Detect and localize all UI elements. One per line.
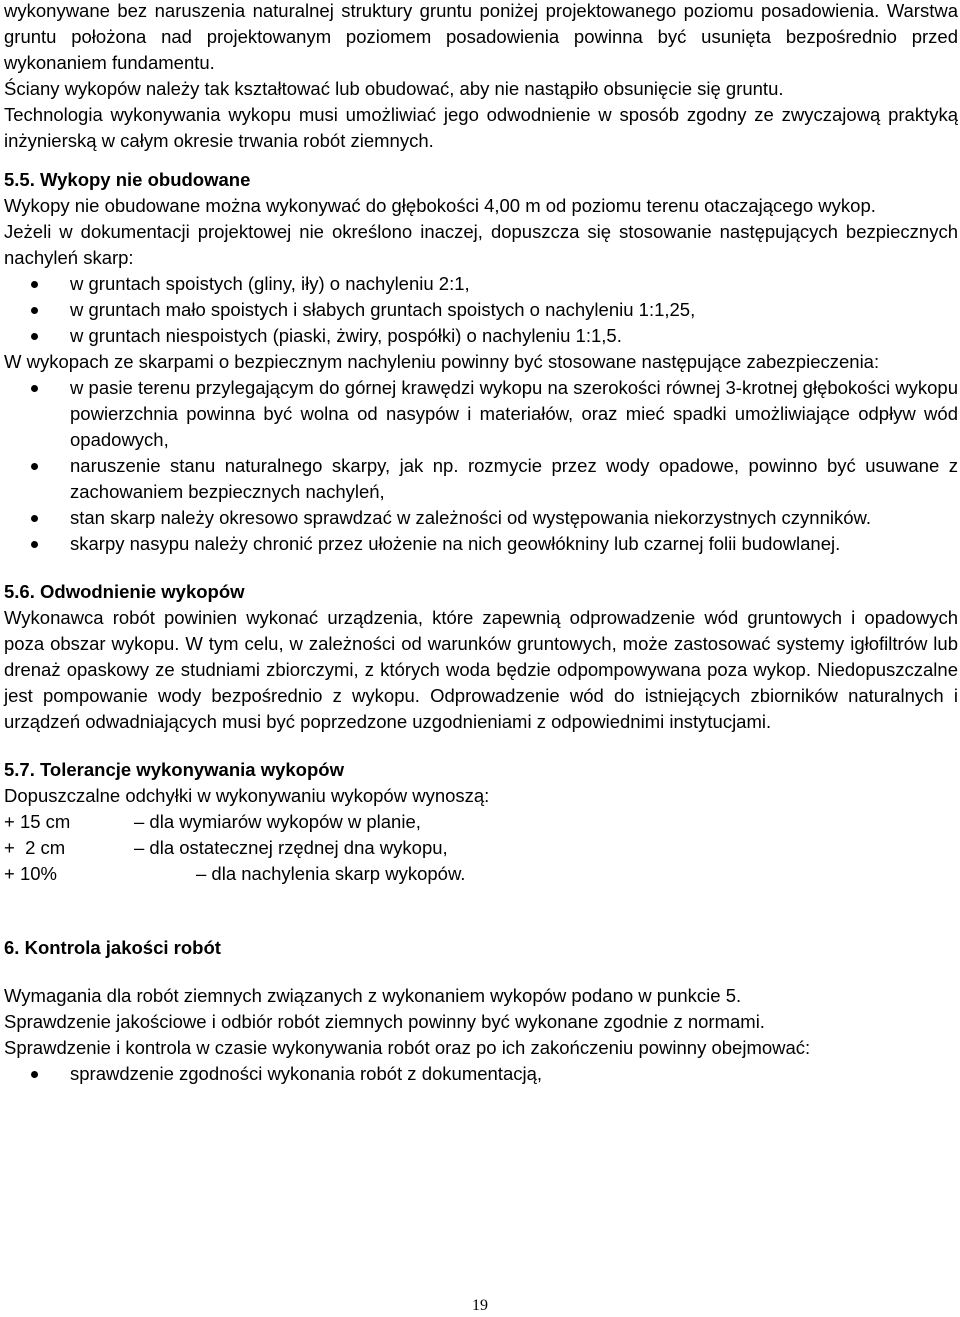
tolerance-description: – dla ostatecznej rzędnej dna wykopu, xyxy=(134,837,448,858)
document-page xyxy=(4,0,958,1087)
bullet-icon xyxy=(31,463,38,470)
section-title: Odwodnienie wykopów xyxy=(40,581,245,602)
tolerance-row xyxy=(4,809,958,835)
spacer xyxy=(4,557,958,579)
intro-paragraph-2: Ściany wykopów należy tak kształtować lub obudować, aby nie nastąpiło obsunięcie się gruntu. xyxy=(4,78,784,99)
section-heading-5-7 xyxy=(4,757,958,783)
section-5-7-lead: Dopuszczalne odchyłki w wykonywaniu wykopów wynoszą: xyxy=(4,785,490,806)
list-item: sprawdzenie zgodności wykonania robót z dokumentacją, xyxy=(4,1061,958,1087)
spacer xyxy=(4,961,958,983)
section-heading-6 xyxy=(4,935,958,961)
section-5-5-paragraph-2: Jeżeli w dokumentacji projektowej nie określono inaczej, dopuszcza się stosowanie następujących bezpiecznych nachyleń skarp: xyxy=(4,221,958,268)
intro-paragraph-1: wykonywane bez naruszenia naturalnej struktury gruntu poniżej projektowanego poziomu posadowienia. Warstwa gruntu położona nad projektowanym poziomem posadowienia powinna być usunięta bezpośrednio przed wykonaniem fundamentu. xyxy=(4,0,958,73)
list-item: w gruntach niespoistych (piaski, żwiry, pospółki) o nachyleniu 1:1,5. xyxy=(4,323,958,349)
bullet-icon xyxy=(31,1071,38,1078)
section-number: 6. xyxy=(4,937,20,958)
slope-list xyxy=(4,271,958,349)
section-number: 5.7. xyxy=(4,759,35,780)
section-title: Tolerancje wykonywania wykopów xyxy=(40,759,344,780)
list-item: w gruntach spoistych (gliny, iły) o nachyleniu 2:1, xyxy=(4,271,958,297)
safeguard-list xyxy=(4,375,958,557)
bullet-icon xyxy=(31,515,38,522)
section-5-6-paragraph: Wykonawca robót powinien wykonać urządzenia, które zapewnią odprowadzenie wód gruntowych i opadowych poza obszar wykopu. W tym celu, w zależności od warunków gruntowych, może zastosować systemy igłofiltrów lub drenaż opaskowy ze studniami zbiorczymi, z których woda będzie odpompowywana poza wykop. Niedopuszczalne jest pompowanie wody bezpośrednio z wykopu. Odprowadzenie wód do istniejących zbiorników naturalnych i urządzeń odwadniających musi być poprzedzone uzgodnieniami z odpowiednimi instytucjami. xyxy=(4,607,958,732)
tolerance-value: + 2 cm xyxy=(4,837,66,858)
section-5-5-paragraph-1: Wykopy nie obudowane można wykonywać do głębokości 4,00 m od poziomu terenu otaczającego wykop. xyxy=(4,195,876,216)
section-number: 5.6. xyxy=(4,581,35,602)
tolerance-row xyxy=(4,835,958,861)
bullet-icon xyxy=(31,541,38,548)
section-title: Wykopy nie obudowane xyxy=(40,169,251,190)
tolerance-description: – dla wymiarów wykopów w planie, xyxy=(134,811,421,832)
bullet-icon xyxy=(31,333,38,340)
page-number: 19 xyxy=(472,1297,488,1314)
spacer xyxy=(4,887,958,935)
list-item: stan skarp należy okresowo sprawdzać w zależności od występowania niekorzystnych czynników. xyxy=(4,505,958,531)
bullet-icon xyxy=(31,385,38,392)
list-item: w pasie terenu przylegającym do górnej krawędzi wykopu na szerokości równej 3-krotnej głębokości wykopu powierzchnia powinna być wolna od nasypów i materiałów, oraz mieć spadki umożliwiające odpływ wód opadowych, xyxy=(4,375,958,453)
section-heading-5-5 xyxy=(4,167,958,193)
section-5-5-paragraph-3: W wykopach ze skarpami o bezpiecznym nachyleniu powinny być stosowane następujące zabezpieczenia: xyxy=(4,351,880,372)
tolerance-value: + 10% xyxy=(4,863,57,884)
bullet-icon xyxy=(31,281,38,288)
list-item: skarpy nasypu należy chronić przez ułożenie na nich geowłókniny lub czarnej folii budowlanej. xyxy=(4,531,958,557)
section-title: Kontrola jakości robót xyxy=(24,937,221,958)
tolerance-row xyxy=(4,861,958,887)
tolerance-value: + 15 cm xyxy=(4,811,71,832)
spacer xyxy=(4,154,958,167)
list-item: w gruntach mało spoistych i słabych gruntach spoistych o nachyleniu 1:1,25, xyxy=(4,297,958,323)
tolerance-description: – dla nachylenia skarp wykopów. xyxy=(196,863,466,884)
bullet-icon xyxy=(31,307,38,314)
list-item: naruszenie stanu naturalnego skarpy, jak np. rozmycie przez wody opadowe, powinno być usuwane z zachowaniem bezpiecznych nachyleń, xyxy=(4,453,958,505)
section-number: 5.5. xyxy=(4,169,35,190)
section-6-paragraph-2: Sprawdzenie jakościowe i odbiór robót ziemnych powinny być wykonane zgodnie z normami. xyxy=(4,1011,765,1032)
section-6-paragraph-3: Sprawdzenie i kontrola w czasie wykonywania robót oraz po ich zakończeniu powinny obejmować: xyxy=(4,1037,811,1058)
intro-paragraph-3: Technologia wykonywania wykopu musi umożliwiać jego odwodnienie w sposób zgodny ze zwyczajową praktyką inżynierską w całym okresie trwania robót ziemnych. xyxy=(4,104,958,151)
section-6-paragraph-1: Wymagania dla robót ziemnych związanych z wykonaniem wykopów podano w punkcie 5. xyxy=(4,985,742,1006)
inspection-list xyxy=(4,1061,958,1087)
section-heading-5-6 xyxy=(4,579,958,605)
spacer xyxy=(4,735,958,757)
